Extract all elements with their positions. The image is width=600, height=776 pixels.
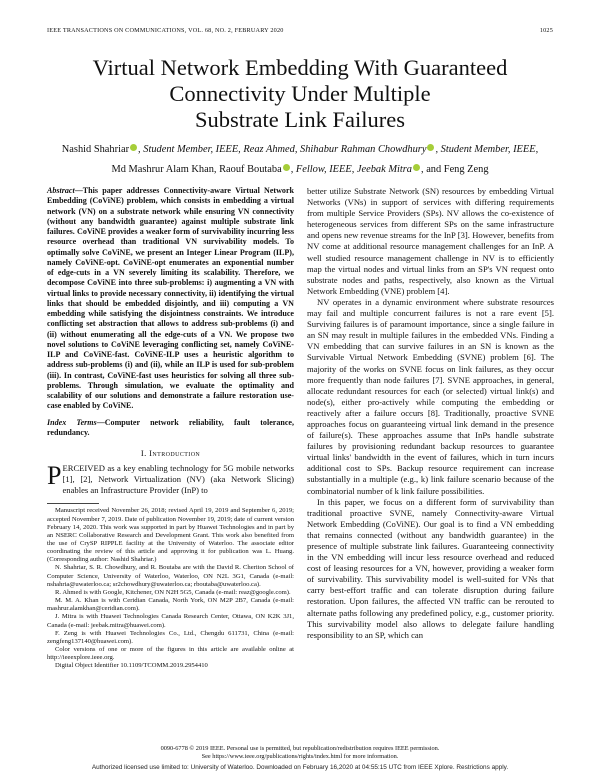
footnote: M. M. A. Khan is with Ceridian Canada, North York, ON M2P 2B7, Canada (e-mail: mashrur.alamkhan@ceridian.com). (47, 597, 294, 613)
footnote-divider (47, 503, 99, 504)
left-column (47, 186, 294, 671)
title-line: Substrate Link Failures (195, 107, 405, 132)
running-header (47, 27, 553, 37)
orcid-icon[interactable] (413, 164, 420, 171)
abstract-text: —This paper addresses Connectivity-aware Virtual Network Embedding (CoViNE) problem, which consists in embedding a virtual network (VN) on a substrate network while ensuring VN connectivity (without any bandwidth guarantee) against multiple substrate link failures. CoViNE provides a weaker form of survivability incurring less resource overhead than traditional VN survivability models. To optimally solve CoViNE, we present an Integer Linear Program (ILP), namely CoViNE-opt. CoViNE-opt enumerates an exponential number of edge-cuts in a VN severely limiting its scalability. Therefore, we decompose CoViNE into three sub-problems: i) augmenting a VN with virtual links to provide necessary connectivity, ii) identifying the virtual links that should be embedded disjointly, and iii) computing a VN embedding while satisfying the disjointness constraints. We introduce conflicting set abstraction that allows to address sub-problems (i) and (ii) without enumerating all the edge-cuts of a VN. We propose two novel solutions to CoViNE leveraging conflicting set, namely CoViNE-ILP and CoViNE-fast. CoViNE-ILP uses a heuristic algorithm to address sub-problems (i) and (ii), while an ILP is used for sub-problem (iii). In contrast, CoViNE-fast uses heuristics for solving all three sub-problems. Through simulation, we evaluate the optimality and scalability of our solutions and demonstrate a failure restoration use-case enabled by CoViNE. (47, 186, 294, 411)
index-terms: Index Terms—Computer network reliability, fault tolerance, redundancy. (47, 417, 294, 437)
authorized-use-footer: Authorized licensed use limited to: University of Waterloo. Downloaded on February 16,2020 at 04:55:15 UTC from IEEE Xplore. Restrictions apply. (91, 764, 509, 771)
title-line: Virtual Network Embedding With Guaranteed (92, 55, 508, 80)
journal-name: IEEE TRANSACTIONS ON COMMUNICATIONS, VOL. 68, NO. 2, FEBRUARY 2020 (47, 27, 284, 34)
footnote: F. Zeng is with Huawei Technologies Co., Ltd., Chengdu 611731, China (e-mail: zengfeng137140@huawei.com). (47, 629, 294, 645)
paper-title (40, 55, 560, 133)
footnote: R. Ahmed is with Google, Kitchener, ON N2H 5G5, Canada (e-mail: reaz@google.com). (55, 588, 291, 596)
footnote: Manuscript received November 26, 2018; revised April 19, 2019 and September 6, 2019; accepted November 7, 2019. Date of publication November 19, 2019; date of current version February 14, 2020. This work was supported in part by Huawei Technologies and in part by an NSERC Collaborative Research and Development Grant. This work also benefited from the use of CrySP RIPPLE facility at the University of Waterloo. The associate editor coordinating the review of this article and approving it for publication was L. Huang. (Corresponding author: Nashid Shahriar.) (47, 507, 294, 564)
title-line: Connectivity Under Multiple (169, 81, 431, 106)
author-line-2: Md Mashrur Alam Khan, Raouf Boutaba , Fellow, IEEE, Jeebak Mitra , and Feng Zeng (111, 164, 489, 175)
paragraph: NV operates in a dynamic environment where substrate resources may fail and multiple concurrent failures is not a rare event [5]. Surviving failures is of paramount importance, since a single failure in an SN may result in multiple failures in the embedded VNs. Finding a VN embedding that can survive failures in an SN is known as the Survivable Virtual Network Embedding (SVNE) problem [6]. The majority of the works on SVNE focus on link failures, as they occur more frequently than node failures [7]. SVNE approaches, in general, allocate redundant resources for each (or selected) virtual link(s) and node(s), either pro-actively while computing the embedding or reactively after a failure occurs [8]. Traditionally, proactive SVNE approaches focus on guaranteeing virtual link demand in the presence of failure(s). These approaches assume that InPs handle substrate failures by provisioning redundant backup resources to guarantee virtual links' bandwidth in the event of failures, which in turn incurs additional cost to SPs. Backup resource requirement can increase substantially in a multiple (e.g., k) link failure scenario because of the combinatorial number of k link failure possibilities. (307, 296, 554, 496)
footnote: N. Shahriar, S. R. Chowdhury, and R. Boutaba are with the David R. Cheriton School of Computer Science, University of Waterloo, Waterloo, ON N2L 3G1, Canada (e-mail: nshahria@uwaterloo.ca; sr2chowdhury@uwaterloo.ca; rboutaba@uwaterloo.ca). (47, 564, 294, 588)
author-line-1: Nashid Shahriar , Student Member, IEEE, Reaz Ahmed, Shihabur Rahman Chowdhury , Student Member, IEEE, (61, 144, 539, 155)
section-heading: I. Introduction (140, 448, 201, 458)
orcid-icon[interactable] (427, 144, 434, 151)
page-number: 1025 (539, 27, 553, 34)
paragraph: In this paper, we focus on a different form of survivability than traditional proactive SVNE, namely Connectivity-aware Virtual Network Embedding (CoViNE). Our goal is to find a VN embedding that remains connected (without any bandwidth guarantee) in the presence of multiple substrate link failures. Guaranteeing connectivity in the VN embedding will incur less resource overhead and reduced cost of leasing resources for a VN, however, providing a weaker form of survivability. This survivability model is well-suited for VNs that carry best-effort traffic and can tolerate disruption during failure restoration. Upon failures, the affected VN traffic can be rerouted to alternate paths following any predefined policy, e.g., customer priority. This survivability model also allows to delegate failure handling responsibility to an SP, which can (307, 496, 554, 640)
drop-cap: P (47, 461, 62, 491)
footnotes (47, 507, 294, 670)
orcid-icon[interactable] (283, 164, 290, 171)
rights-link[interactable]: See https://www.ieee.org/publications/rights/index.html for more information. (201, 753, 399, 760)
orcid-icon[interactable] (130, 144, 137, 151)
abstract: Abstract—This paper addresses Connectivity-aware Virtual Network Embedding (CoViNE) problem, which consists in embedding a virtual network (VN) on a substrate network while ensuring VN connectivity (without any bandwidth guarantee) against multiple substrate link failures. CoViNE provides a weaker form of survivability incurring less resource overhead than traditional VN survivability models. To optimally solve CoViNE, we present an Integer Linear Program (ILP), namely CoViNE-opt. CoViNE-opt enumerates an exponential number of edge-cuts in a VN severely limiting its scalability. Therefore, we decompose CoViNE into three sub-problems: i) augmenting a VN with virtual links to provide necessary connectivity, ii) identifying the virtual links that should be embedded disjointly, and iii) computing a VN embedding while satisfying the disjointness constraints. We introduce conflicting set abstraction that allows to address sub-problems (i) and (ii) without enumerating all the edge-cuts of a VN. We propose two novel solutions to CoViNE leveraging conflicting set, namely CoViNE-ILP and CoViNE-fast. CoViNE-ILP uses a heuristic algorithm to address sub-problems (i) and (ii), while an ILP is used for sub-problem (iii). In contrast, CoViNE-fast uses heuristics for solving all three sub-problems. Through simulation, we evaluate the optimality and scalability of our solutions and demonstrate a failure restoration use-case enabled by CoViNE. (47, 186, 294, 411)
paragraph: better utilize Substrate Network (SN) resources by embedding Virtual Networks (VNs) in support of services with differing requirements from multiple Service Providers (SPs). NV allows the co-existence of heterogeneous services from different SPs on the same infrastructure and opens new revenue streams for the InP [3]. However, benefits from NV come at additional resource management challenges for an InP. A well studied resource management challenge in NV is to efficiently map the virtual nodes and virtual links from an SP's VN request onto substrate nodes and paths, respectively, also known as the Virtual Network Embedding (VNE) problem [4]. (307, 186, 554, 296)
author-list (45, 140, 555, 180)
right-column (307, 186, 554, 641)
footnote: Color versions of one or more of the figures in this article are available online at http://ieeexplore.ieee.org. (47, 646, 294, 662)
copyright-notice: 0090-6778 © 2019 IEEE. Personal use is permitted, but republication/redistribution requires IEEE permission. See https://www.ieee.org/publications/rights/index.html for more information. (47, 745, 553, 761)
footnote-doi: Digital Object Identifier 10.1109/TCOMM.2019.2954410 (55, 662, 208, 670)
intro-paragraph: PERCEIVED as a key enabling technology for 5G mobile networks [1], [2], Network Virtualization (NV) (aka Network Slicing) enables an Infrastructure Provider (InP) to (47, 461, 294, 496)
footnote: J. Mitra is with Huawei Technologies Canada Research Center, Ottawa, ON K2K 3J1, Canada (e-mail: jeebak.mitra@huawei.com). (47, 613, 294, 629)
